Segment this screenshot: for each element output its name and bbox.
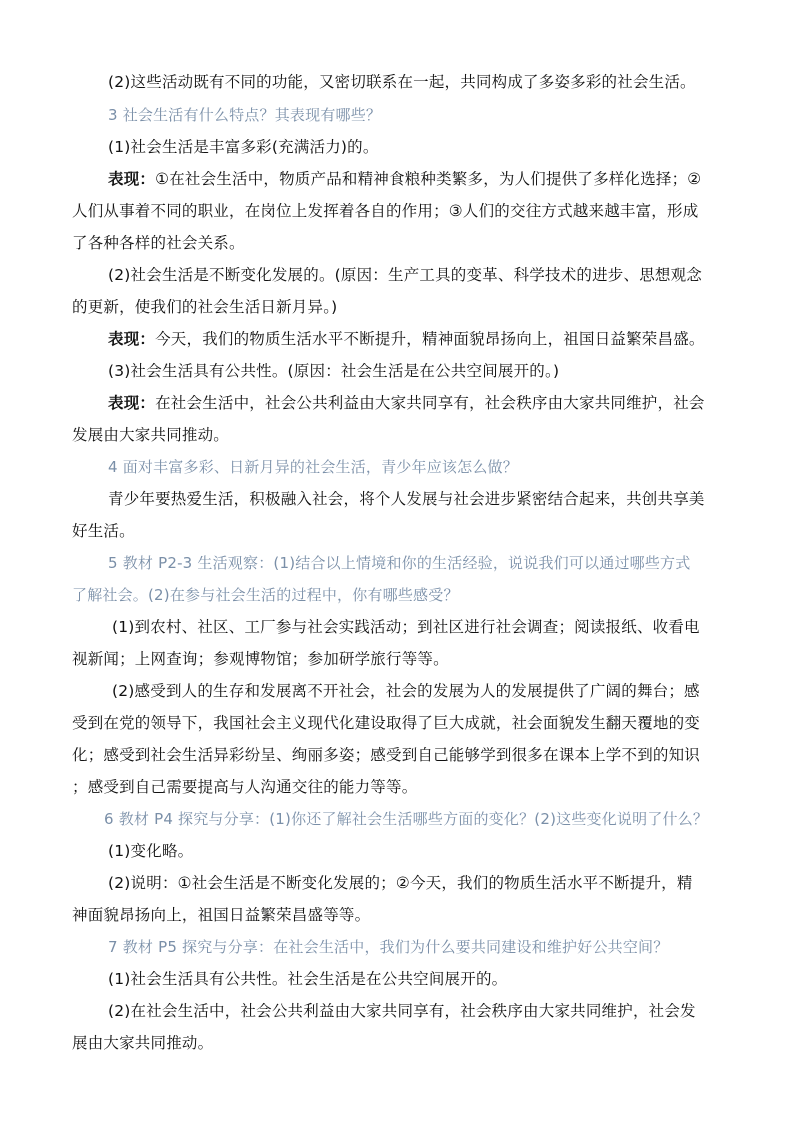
bold-label: 表现：: [108, 330, 156, 348]
answer-line: (2)在社会生活中，社会公共利益由大家共同享有，社会秩序由大家共同维护，社会发: [108, 1002, 696, 1020]
answer-line: 了各种各样的社会关系。: [72, 234, 245, 252]
answer-line: (1)社会生活具有公共性。社会生活是在公共空间展开的。: [108, 970, 508, 988]
answer-line: ；感受到自己需要提高与人沟通交往的能力等等。: [72, 778, 418, 796]
question-heading: 5 教材 P2-3 生活观察：(1)结合以上情境和你的生活经验，说说我们可以通过哪些方式: [108, 554, 691, 572]
answer-line: 的更新，使我们的社会生活日新月异。): [72, 298, 338, 316]
question-heading: 3 社会生活有什么特点？其表现有哪些？: [108, 106, 382, 124]
answer-line: 展由大家共同推动。: [72, 1034, 214, 1052]
answer-line: (2)感受到人的生存和发展离不开社会，社会的发展为人的发展提供了广阔的舞台；感: [112, 682, 700, 700]
answer-line: (1)到农村、社区、工厂参与社会实践活动；到社区进行社会调查；阅读报纸、收看电: [112, 618, 700, 636]
answer-line: 视新闻；上网查询；参观博物馆；参加研学旅行等等。: [72, 650, 449, 668]
answer-line: 青少年要热爱生活，积极融入社会，将个人发展与社会进步紧密结合起来，共创共享美: [108, 490, 705, 508]
answer-line: 发展由大家共同推动。: [72, 426, 230, 444]
answer-line: (1)变化略。: [108, 842, 194, 860]
answer-line: 神面貌昂扬向上，祖国日益繁荣昌盛等等。: [72, 906, 371, 924]
question-heading: 6 教材 P4 探究与分享：(1)你还了解社会生活哪些方面的变化？(2)这些变化说明了什么？: [104, 810, 709, 828]
bold-label: 表现：: [108, 394, 156, 412]
answer-line: (3)社会生活具有公共性。(原因：社会生活是在公共空间展开的。): [108, 362, 560, 380]
answer-line: 表现：①在社会生活中，物质产品和精神食粮种类繁多，为人们提供了多样化选择；②: [108, 170, 702, 188]
question-heading: 7 教材 P5 探究与分享：在社会生活中，我们为什么要共同建设和维护好公共空间？: [108, 938, 669, 956]
question-heading: 了解社会。(2)在参与社会生活的过程中，你有哪些感受？: [72, 586, 459, 604]
question-heading: 4 面对丰富多彩、日新月异的社会生活，青少年应该怎么做？: [108, 458, 518, 476]
answer-line: 人们从事着不同的职业，在岗位上发挥着各自的作用；③人们的交往方式越来越丰富，形成: [72, 202, 699, 220]
answer-line: (2)社会生活是不断变化发展的。(原因：生产工具的变革、科学技术的进步、思想观念: [108, 266, 703, 284]
answer-line: (1)社会生活是丰富多彩(充满活力)的。: [108, 138, 379, 156]
answer-line: 表现：今天，我们的物质生活水平不断提升，精神面貌昂扬向上，祖国日益繁荣昌盛。: [108, 330, 705, 348]
answer-line: 化；感受到社会生活异彩纷呈、绚丽多姿；感受到自己能够学到很多在课本上学不到的知识: [72, 746, 701, 764]
bold-label: 表现：: [108, 170, 156, 188]
answer-line: 受到在党的领导下，我国社会主义现代化建设取得了巨大成就，社会面貌发生翻天覆地的变: [72, 714, 701, 732]
answer-line: 好生活。: [72, 522, 135, 540]
answer-line: 表现：在社会生活中，社会公共利益由大家共同享有，社会秩序由大家共同维护，社会: [108, 394, 705, 412]
answer-line: (2)这些活动既有不同的功能，又密切联系在一起，共同构成了多姿多彩的社会生活。: [108, 73, 696, 91]
answer-line: (2)说明：①社会生活是不断变化发展的；②今天，我们的物质生活水平不断提升，精: [108, 874, 693, 892]
